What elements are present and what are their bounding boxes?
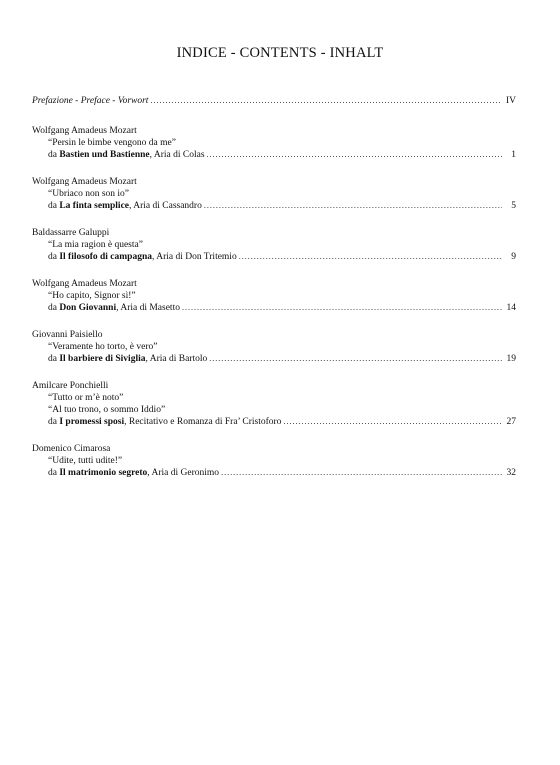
composer-name: Amilcare Ponchielli: [32, 381, 109, 391]
page-number: 5: [511, 201, 516, 211]
composer-name: Wolfgang Amadeus Mozart: [32, 177, 137, 187]
source-line: [32, 200, 516, 212]
opera-title: Il filosofo di campagna: [59, 252, 152, 262]
dot-leader: [207, 149, 502, 161]
aria-description: , Aria di Masetto: [116, 303, 180, 313]
aria-incipit: “Udite, tutti udite!”: [48, 456, 123, 466]
source-prefix: da: [48, 303, 60, 313]
source-text: [48, 467, 219, 479]
source-line: [32, 353, 516, 365]
opera-title: Il barbiere di Siviglia: [59, 354, 146, 364]
source-prefix: da: [48, 252, 60, 262]
composer-name: Domenico Cimarosa: [32, 444, 111, 454]
dot-leader: [204, 200, 502, 212]
source-prefix: da: [48, 417, 60, 427]
source-line: [32, 467, 516, 479]
composer-name: Giovanni Paisiello: [32, 330, 103, 340]
source-text: [48, 149, 205, 161]
toc-entry: [32, 278, 516, 314]
preface-page-number: IV: [505, 96, 516, 106]
source-line: [32, 251, 516, 263]
page-title: INDICE - CONTENTS - INHALT: [176, 45, 384, 61]
source-text: [48, 353, 207, 365]
aria-incipit: “Ho capito, Signor sì!”: [48, 291, 136, 301]
source-prefix: da: [48, 201, 60, 211]
aria-description: , Aria di Colas: [149, 150, 205, 160]
entries-list: [32, 125, 516, 479]
aria-incipit: “Persin le bimbe vengono da me”: [48, 138, 176, 148]
composer-name: Baldassarre Galuppi: [32, 228, 110, 238]
source-line: [32, 149, 516, 161]
dot-leader: [239, 251, 502, 263]
source-prefix: da: [48, 354, 60, 364]
source-prefix: da: [48, 150, 60, 160]
page-number: 14: [506, 303, 516, 313]
aria-description: , Aria di Don Tritemio: [151, 252, 237, 262]
toc-entry: [32, 380, 516, 428]
dot-leader: [283, 416, 502, 428]
aria-incipit: “Ubriaco non son io”: [48, 189, 129, 199]
aria-incipit: “La mia ragion è questa”: [48, 240, 143, 250]
table-of-contents: [32, 95, 516, 494]
toc-entry: [32, 329, 516, 365]
toc-entry: [32, 176, 516, 212]
preface-label: Prefazione - Preface - Vorwort: [32, 96, 149, 106]
page-number: 9: [511, 252, 516, 262]
source-text: [48, 302, 180, 314]
toc-entry: [32, 227, 516, 263]
dot-leader: [150, 95, 502, 107]
composer-name: Wolfgang Amadeus Mozart: [32, 279, 137, 289]
aria-description: , Recitativo e Romanza di Fra’ Cristoforo: [124, 417, 282, 427]
preface-entry: [32, 95, 516, 107]
aria-description: , Aria di Bartolo: [145, 354, 208, 364]
dot-leader: [221, 467, 502, 479]
aria-incipit: “Al tuo trono, o sommo Iddio”: [48, 405, 166, 415]
source-text: [48, 416, 281, 428]
page-number: 32: [506, 468, 516, 478]
source-line: [32, 302, 516, 314]
dot-leader: [182, 302, 502, 314]
opera-title: Il matrimonio segreto: [59, 468, 148, 478]
composer-name: Wolfgang Amadeus Mozart: [32, 126, 137, 136]
source-text: [48, 251, 237, 263]
aria-incipit: “Tutto or m’è noto”: [48, 393, 124, 403]
source-text: [48, 200, 202, 212]
source-prefix: da: [48, 468, 60, 478]
aria-description: , Aria di Geronimo: [147, 468, 220, 478]
opera-title: Don Giovanni: [59, 303, 117, 313]
opera-title: Bastien und Bastienne: [59, 150, 150, 160]
source-line: [32, 416, 516, 428]
aria-description: , Aria di Cassandro: [129, 201, 202, 211]
aria-incipit: “Veramente ho torto, è vero”: [48, 342, 158, 352]
opera-title: I promessi sposi: [59, 417, 125, 427]
opera-title: La finta semplice: [59, 201, 130, 211]
dot-leader: [209, 353, 502, 365]
page-number: 19: [506, 354, 516, 364]
page-number: 27: [506, 417, 516, 427]
page-number: 1: [511, 150, 516, 160]
toc-entry: [32, 125, 516, 161]
toc-entry: [32, 443, 516, 479]
